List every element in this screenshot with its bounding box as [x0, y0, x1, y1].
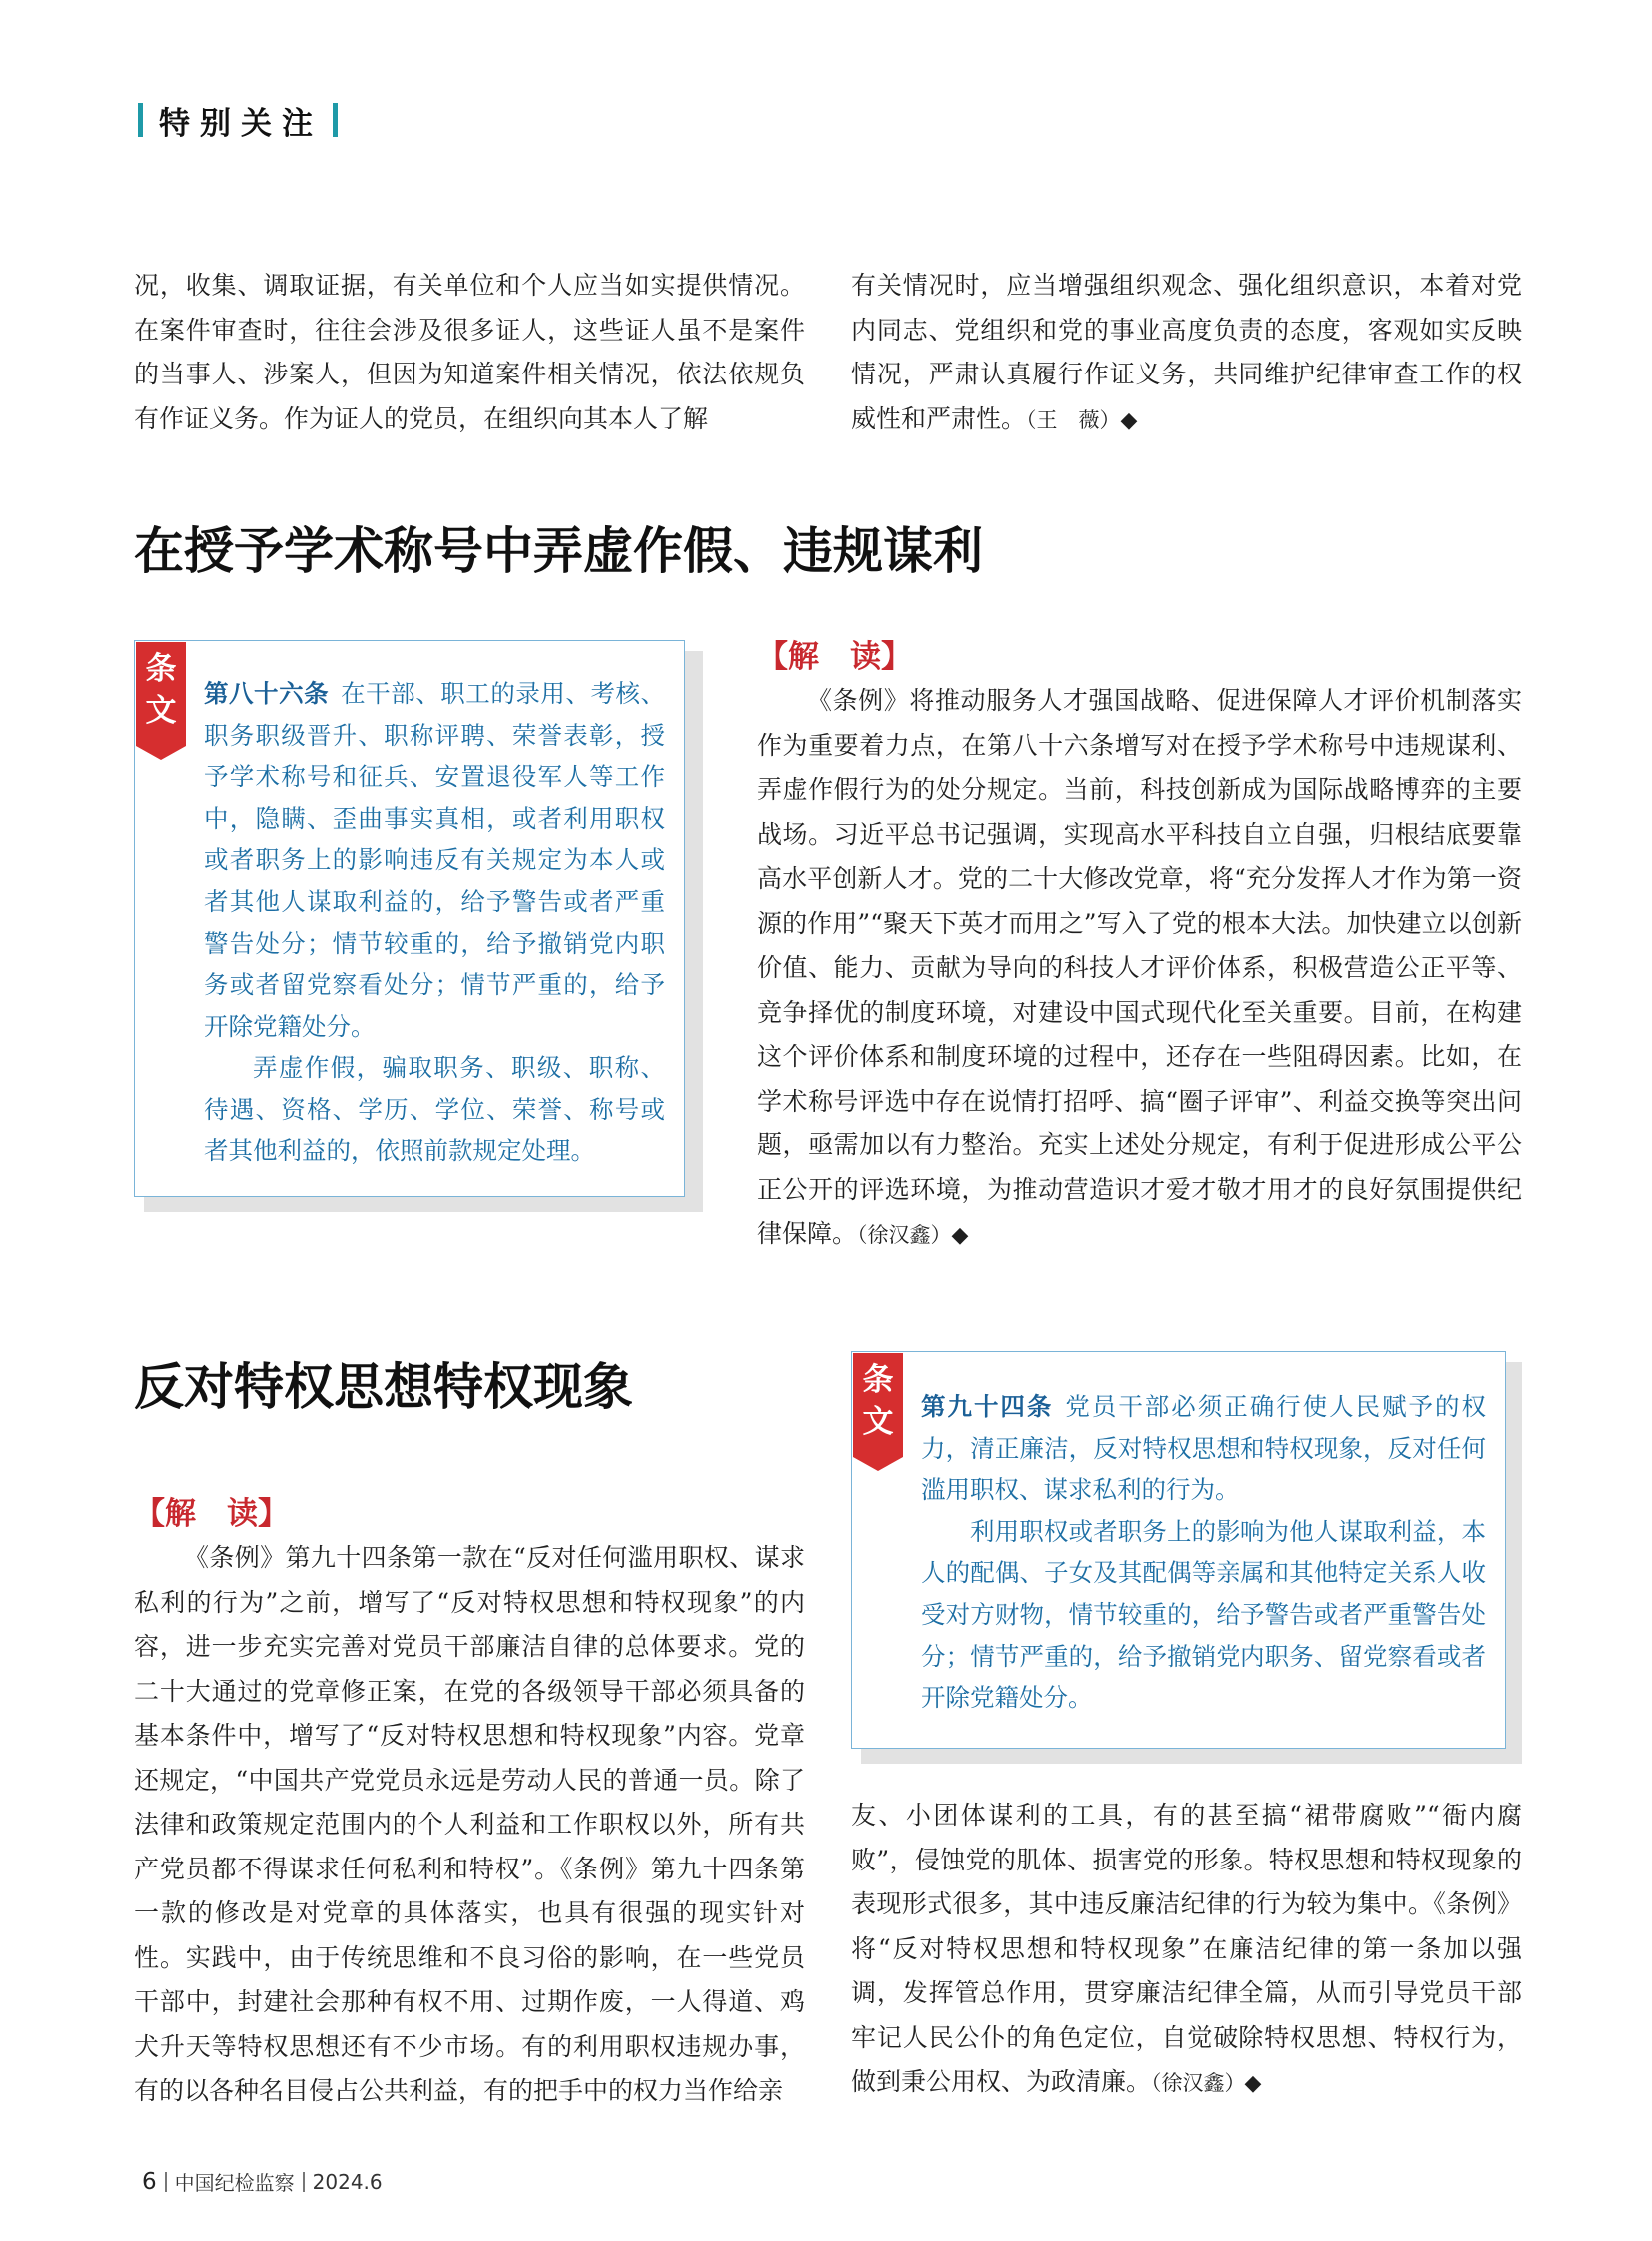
- section-label-text: 特别关注: [159, 105, 323, 142]
- section-label: [138, 100, 338, 140]
- page-number: 6: [142, 2168, 157, 2195]
- section2-jiedu-text: 《条例》第九十四条第一款在“反对任何滥用职权、谋求私利的行为”之前，增写了“反对特权思想和特权现象”的内容，进一步充实完善对党员干部廉洁自律的总体要求。党的二十大通过的党章修正案，在党的各级领导干部必须具备的基本条件中，增写了“反对特权思想和特权现象”内容。党章还规定，“中国共产党党员永远是劳动人民的普通一员。除了法律和政策规定范围内的个人利益和工作职权以外，所有共产党员都不得谋求任何私利和特权”。《条例》第九十四条第一款的修改是对党章的具体落实，也具有很强的现实针对性。实践中，由于传统思维和不良习俗的影响，在一些党员干部中，封建社会那种有权不用、过期作废，一人得道、鸡犬升天等特权思想还有不少市场。有的利用职权违规办事，有的以各种名目侵占公共利益，有的把手中的权力当作给亲: [134, 1543, 805, 2105]
- clause-article-number: 第八十六条: [204, 679, 330, 708]
- top-left-text: 况，收集、调取证据，有关单位和个人应当如实提供情况。在案件审查时，往往会涉及很多证人，这些证人虽不是案件的当事人、涉案人，但因为知道案件相关情况，依法依规负有作证义务。作为证人的党员，在组织向其本人了解: [134, 271, 805, 433]
- section1-clause-text: [204, 673, 665, 1171]
- section1-jiedu-paragraph: [757, 679, 1522, 1259]
- clause-paragraph-1-text: 党员干部必须正确行使人民赋予的权力，清正廉洁，反对特权思想和特权现象，反对任何滥用职权、谋求私利的行为。: [921, 1392, 1486, 1505]
- top-right-author: （王 薇）: [1026, 407, 1121, 432]
- section1-author: （徐汉鑫）: [857, 1223, 952, 1247]
- page-footer: [142, 2167, 383, 2196]
- section2-title: 反对特权思想特权现象: [134, 1358, 633, 1416]
- footer-separator: [165, 2172, 167, 2192]
- section2-clause-text: [921, 1386, 1486, 1719]
- section2-jiedu-label: 【解 读】: [134, 1496, 289, 1532]
- clause-paragraph-1: [204, 673, 665, 1047]
- clause-tag-char-2: 文: [145, 693, 177, 729]
- section2-clause-tag: [853, 1353, 903, 1457]
- end-mark: ◆: [951, 1223, 969, 1248]
- clause-article-number: 第九十四条: [921, 1392, 1054, 1421]
- clause-paragraph-1-text: 在干部、职工的录用、考核、职务职级晋升、职称评聘、荣誉表彰，授予学术称号和征兵、安置退役军人等工作中，隐瞒、歪曲事实真相，或者利用职权或者职务上的影响违反有关规定为本人或者其他人谋取利益的，给予警告或者严重警告处分；情节较重的，给予撤销党内职务或者留党察看处分；情节严重的，给予开除党籍处分。: [204, 679, 666, 1041]
- top-right-text: 有关情况时，应当增强组织观念、强化组织意识，本着对党内同志、党组织和党的事业高度负责的态度，客观如实反映情况，严肃认真履行作证义务，共同维护纪律审查工作的权威性和严肃性。: [851, 271, 1522, 433]
- clause-paragraph-2: 弄虚作假，骗取职务、职级、职称、待遇、资格、学历、学位、荣誉、称号或者其他利益的，依照前款规定处理。: [204, 1053, 665, 1165]
- end-mark: ◆: [1120, 407, 1138, 433]
- footer-separator: [303, 2172, 305, 2192]
- section2-right-column: [851, 1794, 1522, 2107]
- section2-right-text: 友、小团体谋利的工具，有的甚至搞“裙带腐败”“衙内腐败”，侵蚀党的肌体、损害党的形象。特权思想和特权现象的表现形式很多，其中违反廉洁纪律的行为较为集中。《条例》将“反对特权思想和特权现象”在廉洁纪律的第一条加以强调，发挥管总作用，贯穿廉洁纪律全篇，从而引导党员干部牢记人民公仆的角色定位，自觉破除特权思想、特权行为，做到秉公用权、为政清廉。: [851, 1801, 1522, 2096]
- section1-clause-tag: [136, 642, 186, 746]
- section1-jiedu-label: 【解 读】: [757, 639, 912, 675]
- top-right-column: [851, 264, 1522, 443]
- top-left-column: [134, 264, 805, 441]
- clause-tag-char-1: 条: [145, 651, 177, 687]
- section2-left-column: [134, 1536, 805, 2114]
- end-mark: ◆: [1244, 2071, 1262, 2096]
- section-bar-left: [138, 103, 143, 137]
- issue-number: 2024.6: [312, 2169, 383, 2194]
- clause-tag-char-1: 条: [862, 1362, 894, 1398]
- magazine-name: 中国纪检监察: [174, 2171, 295, 2195]
- section2-author: （徐汉鑫）: [1151, 2071, 1245, 2095]
- section1-jiedu-text: 《条例》将推动服务人才强国战略、促进保障人才评价机制落实作为重要着力点，在第八十六条增写对在授予学术称号中违规谋利、弄虚作假行为的处分规定。当前，科技创新成为国际战略博弈的主要战场。习近平总书记强调，实现高水平科技自立自强，归根结底要靠高水平创新人才。党的二十大修改党章，将“充分发挥人才作为第一资源的作用”“聚天下英才而用之”写入了党的根本大法。加快建立以创新价值、能力、贡献为导向的科技人才评价体系，积极营造公正平等、竞争择优的制度环境，对建设中国式现代化至关重要。目前，在构建这个评价体系和制度环境的过程中，还存在一些阻碍因素。比如，在学术称号评选中存在说情打招呼、搞“圈子评审”、利益交换等突出问题，亟需加以有力整治。充实上述处分规定，有利于促进形成公平公正公开的评选环境，为推动营造识才爱才敬才用才的良好氛围提供纪律保障。: [757, 686, 1522, 1248]
- clause-tag-char-2: 文: [862, 1404, 894, 1440]
- section2-right-paragraph: [851, 1794, 1522, 2107]
- section1-jiedu-column: [757, 679, 1522, 1259]
- section1-title: 在授予学术称号中弄虚作假、违规谋利: [134, 522, 983, 580]
- clause-paragraph-2: 利用职权或者职务上的影响为他人谋取利益，本人的配偶、子女及其配偶等亲属和其他特定关系人收受对方财物，情节较重的，给予警告或者严重警告处分；情节严重的，给予撤销党内职务、留党察看或者开除党籍处分。: [921, 1516, 1486, 1713]
- section-bar-right: [333, 103, 338, 137]
- top-right-paragraph: [851, 264, 1522, 443]
- clause-paragraph-1: [921, 1386, 1486, 1511]
